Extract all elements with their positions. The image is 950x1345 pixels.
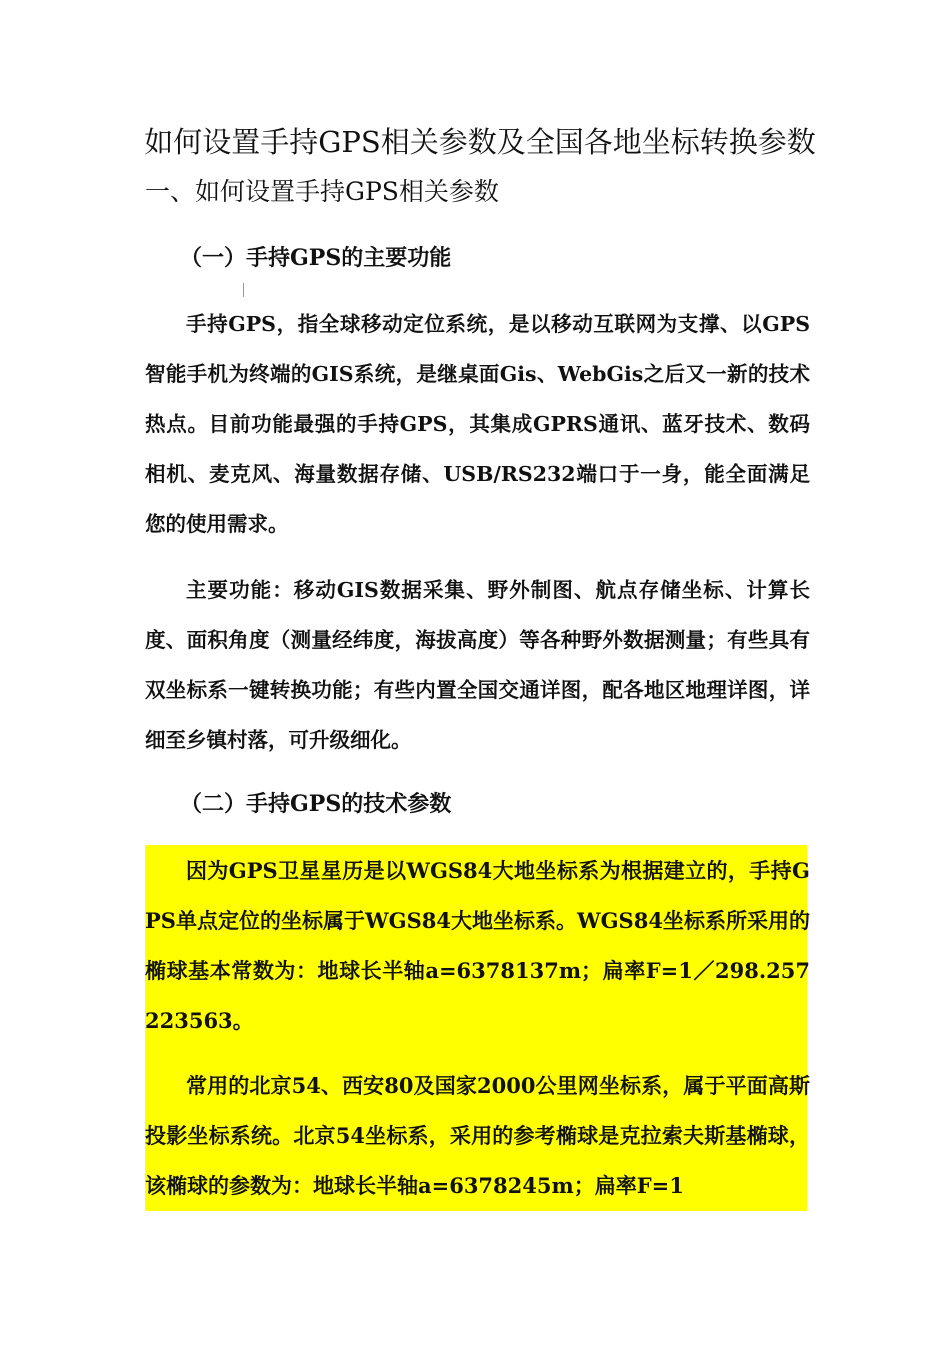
paragraph-main-functions: 主要功能：移动GIS数据采集、野外制图、航点存储坐标、计算长度、面积角度（测量经纬度，海拔高度）等各种野外数据测量；有些具有双坐标系一键转换功能；有些内置全国交通详图，配各地区地理详图，详细至乡镇村落，可升级细化。 — [145, 578, 810, 752]
paragraph-gps-definition: 手持GPS，指全球移动定位系统，是以移动互联网为支撑、以GPS智能手机为终端的GIS系统，是继桌面Gis、WebGis之后又一新的技术热点。目前功能最强的手持GPS，其集成GPRS通讯、蓝牙技术、数码相机、麦克风、海量数据存储、USB/RS232端口于一身，能全面满足您的使用需求。 — [145, 312, 810, 536]
section-heading-1: 一、如何设置手持GPS相关参数 — [145, 177, 499, 206]
paragraph-beijing54: 常用的北京54、西安80及国家2000公里网坐标系，属于平面高斯投影坐标系统。北京54坐标系，采用的参考椭球是克拉索夫斯基椭球，该椭球的参数为：地球长半轴a=6378245m；扁率F=1 — [145, 1073, 810, 1198]
paragraph-wgs84: 因为GPS卫星星历是以WGS84大地坐标系为根据建立的，手持GPS单点定位的坐标属于WGS84大地坐标系。WGS84坐标系所采用的椭球基本常数为：地球长半轴a=6378137m；扁率F=1／298.257223563。 — [145, 858, 810, 1033]
subsection-heading-tech-params: （二）手持GPS的技术参数 — [180, 791, 452, 817]
subsection-heading-main-functions: （一）手持GPS的主要功能 — [180, 245, 452, 271]
text-cursor-mark — [243, 283, 244, 297]
document-title: 如何设置手持GPS相关参数及全国各地坐标转换参数 — [144, 125, 816, 159]
